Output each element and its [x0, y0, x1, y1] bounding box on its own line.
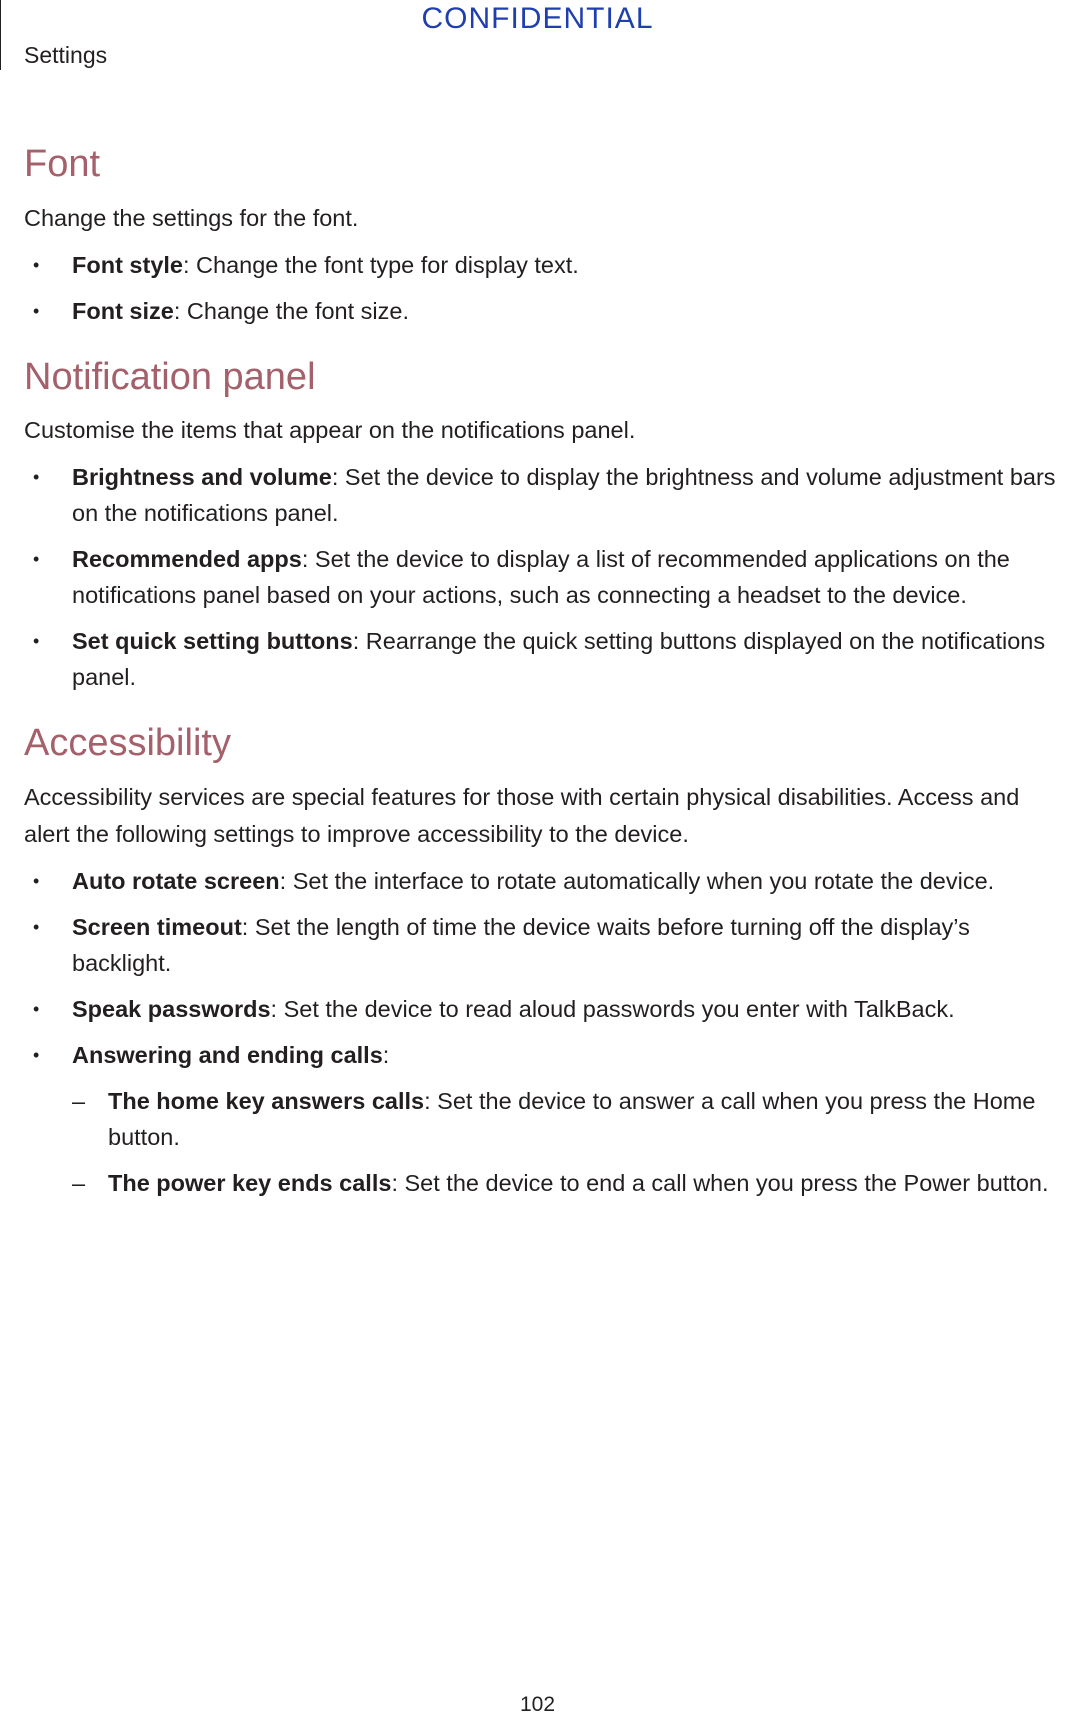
page-content	[24, 142, 1064, 1227]
item-term: Speak passwords	[72, 995, 271, 1022]
notification-heading: Notification panel	[24, 355, 316, 398]
confidential-watermark: CONFIDENTIAL	[421, 2, 654, 35]
item-desc: : Rearrange the quick setting buttons displayed on the notifications panel.	[72, 628, 1046, 691]
font-list	[24, 247, 1064, 329]
notification-intro: Customise the items that appear on the notifications panel.	[24, 417, 636, 444]
list-item	[24, 991, 1064, 1027]
bullet-icon: •	[33, 1044, 40, 1065]
sub-item-desc: : Set the device to end a call when you press the Power button.	[391, 1169, 1049, 1196]
sub-item-term: The home key answers calls	[108, 1087, 425, 1114]
list-item	[24, 1037, 1064, 1201]
dash-icon: –	[72, 1169, 86, 1196]
list-item	[24, 293, 1064, 329]
item-term: Brightness and volume	[72, 464, 332, 491]
font-heading: Font	[24, 143, 101, 185]
list-item	[24, 459, 1064, 531]
item-desc: : Change the font size.	[173, 297, 409, 324]
item-desc: : Set the length of time the device waits before turning off the display’s backlight.	[72, 913, 970, 976]
bullet-icon: •	[33, 870, 40, 891]
item-term: Font size	[72, 297, 174, 324]
item-term: Screen timeout	[72, 913, 242, 940]
sub-list-item	[72, 1165, 1064, 1201]
item-term: Font style	[72, 251, 183, 278]
item-desc: : Change the font type for display text.	[182, 251, 579, 278]
bullet-icon: •	[33, 549, 40, 570]
bullet-icon: •	[33, 254, 40, 275]
accessibility-section	[24, 721, 1064, 1201]
item-desc: :	[382, 1041, 390, 1068]
sub-item-term: The power key ends calls	[108, 1169, 392, 1196]
sub-item-desc: : Set the device to answer a call when you press the Home button.	[108, 1087, 1036, 1150]
list-item	[24, 541, 1064, 613]
bullet-icon: •	[33, 300, 40, 321]
accessibility-list	[24, 863, 1064, 1201]
item-term: Answering and ending calls	[72, 1041, 383, 1068]
list-item	[24, 247, 1064, 283]
font-intro: Change the settings for the font.	[24, 204, 359, 231]
running-head: Settings	[24, 42, 108, 68]
dash-icon: –	[72, 1087, 86, 1114]
bullet-icon: •	[33, 467, 40, 488]
bullet-icon: •	[33, 916, 40, 937]
accessibility-heading: Accessibility	[24, 722, 231, 765]
notification-list	[24, 459, 1064, 695]
list-item	[24, 623, 1064, 695]
calls-sub-list	[72, 1083, 1064, 1201]
item-desc: : Set the interface to rotate automatically when you rotate the device.	[279, 867, 995, 894]
list-item	[24, 909, 1064, 981]
item-desc: : Set the device to read aloud passwords you enter with TalkBack.	[270, 995, 955, 1022]
font-section	[24, 142, 1064, 329]
margin-rule	[0, 0, 1, 70]
list-item	[24, 863, 1064, 899]
item-term: Set quick setting buttons	[72, 628, 353, 655]
page-number: 102	[519, 1693, 556, 1716]
bullet-icon: •	[33, 631, 40, 652]
item-desc: : Set the device to display the brightness and volume adjustment bars on the notifications panel.	[72, 464, 1056, 527]
item-term: Recommended apps	[72, 546, 302, 573]
sub-list-item	[72, 1083, 1064, 1155]
bullet-icon: •	[33, 998, 40, 1019]
item-term: Auto rotate screen	[72, 867, 280, 894]
notification-section	[24, 355, 1064, 696]
item-desc: : Set the device to display a list of recommended applications on the notifications panel based on your actions, such as connecting a headset to the device.	[72, 546, 1010, 609]
accessibility-intro: Accessibility services are special features for those with certain physical disabilities. Access and alert the following settings to improve accessibility to the device.	[24, 783, 1020, 847]
